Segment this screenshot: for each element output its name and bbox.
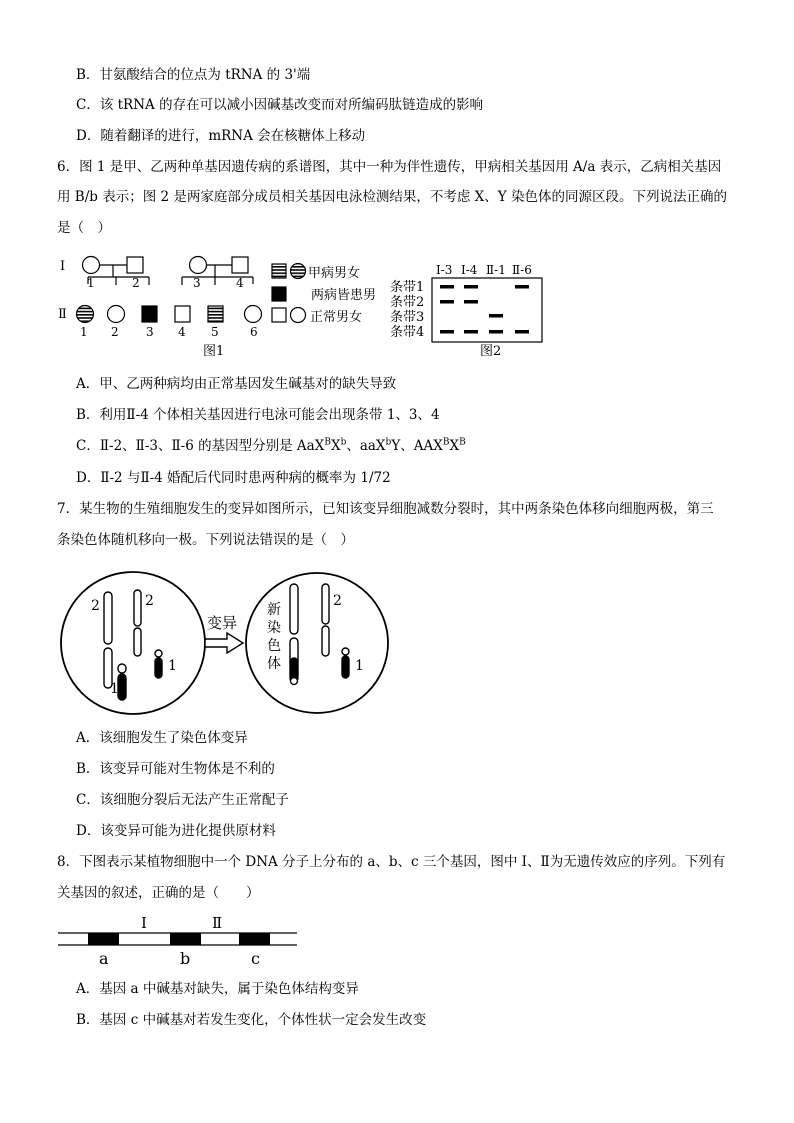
chromosome-1a-upper (118, 664, 126, 673)
col-I-3: I-3 (436, 263, 453, 277)
legend-normal-male-symbol (272, 308, 286, 322)
q8-stem-line1: 8．下图表示某植物细胞中一个 DNA 分子上分布的 a、b、c 三个基因，图中 I、Ⅱ为无遗传效应的序列。下列有 (57, 854, 726, 870)
new-chrom-char-1: 新 (267, 602, 281, 618)
q8-option-a: A．基因 a 中碱基对缺失，属于染色体结构变异 (76, 981, 359, 997)
chromosome-1b-lower (155, 658, 162, 678)
gene-b-block (170, 933, 201, 945)
II-5-affected-male (208, 306, 223, 322)
variation-arrow (205, 633, 243, 653)
num-II-2: 2 (111, 325, 119, 339)
chromosome-2a-upper (104, 592, 112, 644)
new-chrom-char-3: 色 (267, 638, 281, 654)
gen-II-label: Ⅱ (58, 307, 67, 322)
II-1-affected-female (77, 306, 94, 323)
new-chromosome-tip (291, 678, 298, 685)
q6-option-b: B．利用Ⅱ-4 个体相关基因进行电泳可能会出现条带 1、3、4 (76, 407, 440, 423)
option-d: D．随着翻译的进行，mRNA 会在核糖体上移动 (76, 128, 366, 144)
label-2-left-a: 2 (91, 598, 100, 614)
q7-option-c: C．该细胞分裂后无法产生正常配子 (76, 792, 289, 808)
chromosome-1-right-upper (342, 648, 349, 655)
q6-stem-line2: 用 B/b 表示；图 2 是两家庭部分成员相关基因电泳检测结果，不考虑 X、Y 染色体的同源区段。下列说法正确的 (57, 189, 727, 205)
chromosome-1a-lower (118, 674, 126, 700)
q6-stem-line3: 是（ ） (57, 220, 111, 236)
II-4-normal-male (175, 306, 190, 322)
num-II-5: 5 (211, 325, 219, 339)
num-II-3: 3 (146, 325, 154, 339)
legend-normal-label: 正常男女 (310, 310, 363, 325)
gene-c-block (239, 933, 270, 945)
pedigree-figure (55, 250, 385, 362)
chromosome-variation-figure (55, 570, 395, 720)
col-I-4: I-4 (461, 263, 478, 277)
band-1-II-6 (515, 285, 529, 289)
band-4-I-4 (464, 330, 478, 334)
q7-option-d: D．该变异可能为进化提供原材料 (76, 823, 276, 839)
q7-option-b: B．该变异可能对生物体是不利的 (76, 761, 275, 777)
gene-b-label: b (180, 949, 191, 968)
chromosome-1b-upper (155, 650, 162, 657)
gen-I-label: I (60, 259, 66, 274)
num-I-4: 4 (236, 276, 244, 290)
band-1-I-4 (464, 285, 478, 289)
label-1-left-a: 1 (110, 681, 119, 697)
label-1-left-b: 1 (168, 658, 177, 674)
band-4-I-3 (440, 330, 454, 334)
band-label-4: 条带4 (390, 325, 425, 340)
band-2-I-4 (464, 300, 478, 304)
q8-option-b: B．基因 c 中碱基对若发生变化，个体性状一定会发生改变 (76, 1012, 427, 1028)
chromosome-2-right-lower (322, 626, 329, 656)
legend-affected-label: 甲病男女 (308, 266, 361, 281)
q7-stem-line2: 条染色体随机移向一极。下列说法错误的是（ ） (57, 532, 354, 548)
num-I-2: 2 (132, 276, 140, 290)
new-chrom-char-4: 体 (267, 656, 281, 672)
segment-I-label: I (141, 914, 147, 932)
num-I-1: 1 (87, 276, 95, 290)
band-1-I-3 (440, 285, 454, 289)
II-3-both-affected-male (142, 306, 157, 322)
gene-c-label: c (251, 949, 260, 968)
q6-option-c: C．Ⅱ-2、Ⅱ-3、Ⅱ-6 的基因型分别是 $AaX^BX^b$、aaX$^b$Y、$AAX^BX^B$ (76, 437, 466, 454)
original-cell (61, 572, 205, 714)
option-c: C．该 tRNA 的存在可以减小因碱基改变而对所编码肽链造成的影响 (76, 97, 484, 113)
col-II-1: Ⅱ-1 (486, 263, 506, 277)
label-2-left-b: 2 (145, 593, 154, 609)
q6-stem-line1: 6．图 1 是甲、乙两种单基因遗传病的系谱图，其中一种为伴性遗传，甲病相关基因用 A/a 表示，乙病相关基因 (57, 159, 722, 175)
label-2-right: 2 (333, 593, 342, 609)
legend-both-affected-symbol (272, 287, 286, 301)
fig1-caption: 图1 (203, 344, 225, 359)
legend-affected-male-symbol (272, 264, 286, 278)
label-1-right: 1 (355, 658, 364, 674)
chromosome-2b-lower (134, 628, 141, 656)
legend-normal-female-symbol (291, 308, 306, 323)
num-II-6: 6 (250, 325, 258, 339)
legend-both-label: 两病皆患男 (311, 288, 377, 303)
num-I-3: 3 (193, 276, 201, 290)
segment-II-label: Ⅱ (212, 914, 223, 932)
num-II-4: 4 (178, 325, 186, 339)
legend-affected-female-symbol (291, 264, 306, 279)
new-chromosome-upper (290, 584, 298, 634)
col-II-6: Ⅱ-6 (512, 263, 532, 277)
gene-a-block (88, 933, 119, 945)
II-2-normal-female (108, 306, 125, 323)
dna-gene-figure (55, 908, 305, 970)
q8-stem-line2: 关基因的叙述，正确的是（ ） (57, 885, 260, 901)
band-label-2: 条带2 (390, 295, 425, 310)
chromosome-1-right-lower (342, 656, 349, 678)
new-chrom-char-2: 染 (267, 620, 281, 636)
q7-stem-line1: 7．某生物的生殖细胞发生的变异如图所示，已知该变异细胞减数分裂时，其中两条染色体移向细胞两极，第三 (57, 501, 714, 517)
II-6-normal-female (245, 306, 262, 323)
chromosome-2-right-upper (322, 584, 329, 624)
gene-a-label: a (99, 949, 109, 968)
variation-label: 变异 (207, 614, 238, 632)
band-label-3: 条带3 (390, 310, 425, 325)
option-b: B．甘氨酸结合的位点为 tRNA 的 3'端 (76, 67, 311, 83)
band-4-II-6 (515, 330, 529, 334)
q6-option-a: A．甲、乙两种病均由正常基因发生碱基对的缺失导致 (76, 376, 397, 392)
band-4-II-1 (489, 330, 503, 334)
I-1-normal-female (83, 257, 100, 274)
q7-option-a: A．该细胞发生了染色体变异 (76, 730, 248, 746)
I-2-normal-male (127, 257, 143, 273)
band-2-I-3 (440, 300, 454, 304)
I-4-normal-male (232, 257, 248, 273)
I-3-normal-female (190, 257, 207, 274)
electrophoresis-figure (388, 256, 558, 362)
num-II-1: 1 (80, 325, 88, 339)
band-3-II-1 (489, 314, 503, 318)
q6-option-d: D．Ⅱ-2 与Ⅱ-4 婚配后代同时患两种病的概率为 1/72 (76, 470, 391, 486)
chromosome-2b-upper (134, 590, 141, 626)
fig2-caption: 图2 (480, 344, 502, 359)
band-label-1: 条带1 (390, 280, 425, 295)
